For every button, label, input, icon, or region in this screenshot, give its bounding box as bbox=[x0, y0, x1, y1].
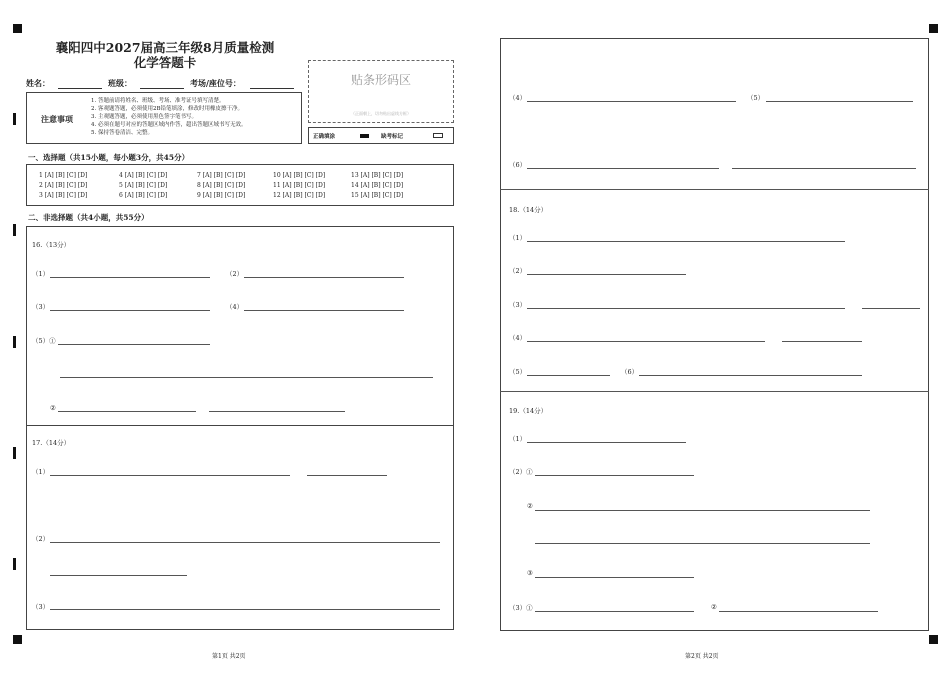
q17-part2-line[interactable] bbox=[50, 542, 440, 543]
q19-title: 19.（14分） bbox=[509, 407, 548, 415]
barcode-title: 贴条形码区 bbox=[350, 73, 411, 87]
notice-item: 4. 必须在题号对应的答题区域内作答，超出答题区域书写无效。 bbox=[91, 122, 247, 128]
q19-part3a-label: （3）① bbox=[509, 604, 533, 612]
exam-seat-label: 考场/座位号： bbox=[190, 78, 241, 88]
q16-part5-label: （5）① bbox=[32, 337, 56, 345]
notice-list bbox=[91, 97, 247, 137]
q18-title: 18.（14分） bbox=[509, 206, 548, 214]
mc-row[interactable]: 8 [A] [B] [C] [D] bbox=[197, 182, 246, 189]
q19-part2c-label: ③ bbox=[527, 569, 533, 577]
q16-part1-label: （1） bbox=[32, 270, 50, 278]
q19-part2b-line[interactable] bbox=[535, 510, 870, 511]
q16-title: 16.（13分） bbox=[32, 241, 71, 249]
class-label: 班级： bbox=[108, 78, 132, 88]
q18-part2-line[interactable] bbox=[527, 274, 686, 275]
q18-part5-label: （5） bbox=[509, 368, 527, 376]
fill-legend bbox=[308, 127, 454, 144]
mc-row[interactable]: 11 [A] [B] [C] [D] bbox=[273, 182, 326, 189]
q19-part3b-line[interactable] bbox=[719, 611, 878, 612]
notice-item: 1. 答题前请将姓名、班级、考场、准考证号填写清楚。 bbox=[91, 98, 225, 104]
page1-footer: 第1页 共2页 bbox=[212, 653, 246, 660]
q17-part4-line[interactable] bbox=[527, 101, 736, 102]
corner-mark-bottom-left bbox=[13, 635, 22, 644]
q17-part2-line[interactable] bbox=[50, 575, 187, 576]
timing-mark bbox=[13, 558, 16, 570]
q17-part1-line[interactable] bbox=[50, 475, 290, 476]
q16-part1-line[interactable] bbox=[50, 277, 210, 278]
mc-row[interactable]: 12 [A] [B] [C] [D] bbox=[273, 192, 326, 199]
section-divider bbox=[500, 391, 929, 392]
exam-subtitle: 化学答题卡 bbox=[133, 55, 197, 70]
mc-column bbox=[273, 171, 325, 201]
mc-answer-box bbox=[26, 164, 454, 206]
notice-item: 2. 客观题答题，必须使用2B铅笔填涂，修改时用橡皮擦干净。 bbox=[91, 106, 244, 112]
timing-mark bbox=[13, 447, 16, 459]
notice-label: 注意事项 bbox=[41, 114, 73, 124]
section2-title: 二、非选择题（共4小题，共55分） bbox=[28, 213, 149, 222]
q19-part2b-label: ② bbox=[527, 502, 533, 510]
q19-part1-line[interactable] bbox=[527, 442, 686, 443]
corner-mark-top-right bbox=[929, 24, 938, 33]
q16-part5b-label: ② bbox=[50, 404, 56, 412]
exam-title: 襄阳四中2027届高三年级8月质量检测 bbox=[55, 40, 275, 55]
notice-item: 5. 保持答卷清洁、完整。 bbox=[91, 130, 153, 136]
mc-column bbox=[197, 171, 245, 201]
q18-part1-label: （1） bbox=[509, 234, 527, 242]
mc-column bbox=[39, 171, 87, 201]
q18-part6-line[interactable] bbox=[639, 375, 862, 376]
q19-part2c-line[interactable] bbox=[535, 577, 694, 578]
q19-part2b-line[interactable] bbox=[535, 543, 870, 544]
notice-item: 3. 主观题答题，必须使用黑色签字笔书写。 bbox=[91, 114, 197, 120]
missing-label: 缺考标记 bbox=[381, 134, 404, 140]
mc-row[interactable]: 14 [A] [B] [C] [D] bbox=[351, 182, 404, 189]
q17-title: 17.（14分） bbox=[32, 439, 71, 447]
section-divider bbox=[500, 189, 929, 190]
q18-part5-line[interactable] bbox=[527, 375, 610, 376]
q16-part3-line[interactable] bbox=[50, 310, 210, 311]
q17-part4-label: （4） bbox=[509, 94, 527, 102]
q17-part6-line[interactable] bbox=[732, 168, 916, 169]
q16-part2-line[interactable] bbox=[244, 277, 404, 278]
barcode-note: （正面朝上，切勿贴出虚线方框） bbox=[351, 111, 411, 116]
mc-column bbox=[351, 171, 403, 201]
mc-row[interactable]: 15 [A] [B] [C] [D] bbox=[351, 192, 404, 199]
mc-row[interactable]: 10 [A] [B] [C] [D] bbox=[273, 172, 326, 179]
exam-seat-field[interactable] bbox=[250, 88, 294, 89]
mc-row[interactable]: 5 [A] [B] [C] [D] bbox=[119, 182, 168, 189]
q19-part2a-label: （2）① bbox=[509, 468, 533, 476]
timing-mark bbox=[13, 336, 16, 348]
q19-part2a-line[interactable] bbox=[535, 475, 694, 476]
correct-fill-sample bbox=[360, 134, 369, 138]
section1-title: 一、选择题（共15小题，每小题3分，共45分） bbox=[28, 153, 190, 162]
q16-part3-label: （3） bbox=[32, 303, 50, 311]
q16-part5b-line[interactable] bbox=[209, 411, 345, 412]
mc-column bbox=[119, 171, 167, 201]
notice-box bbox=[26, 92, 302, 144]
q16-part2-label: （2） bbox=[226, 270, 244, 278]
q18-part4-label: （4） bbox=[509, 334, 527, 342]
q16-part5b-line[interactable] bbox=[58, 411, 196, 412]
q19-part3a-line[interactable] bbox=[535, 611, 694, 612]
q17-part6-label: （6） bbox=[509, 161, 527, 169]
q18-part4-line[interactable] bbox=[782, 341, 862, 342]
q19-part1-label: （1） bbox=[509, 435, 527, 443]
q18-part3-line[interactable] bbox=[527, 308, 845, 309]
q17-part3-label: （3） bbox=[32, 603, 50, 611]
q18-part6-label: （6） bbox=[621, 368, 639, 376]
q18-part3-label: （3） bbox=[509, 301, 527, 309]
q17-part5-label: （5） bbox=[747, 94, 765, 102]
mc-row[interactable]: 1 [A] [B] [C] [D] bbox=[39, 172, 88, 179]
missing-checkbox[interactable] bbox=[433, 133, 443, 138]
corner-mark-bottom-right bbox=[929, 635, 938, 644]
q16-part4-label: （4） bbox=[226, 303, 244, 311]
name-label: 姓名： bbox=[26, 78, 50, 88]
mc-row[interactable]: 7 [A] [B] [C] [D] bbox=[197, 172, 246, 179]
corner-mark-top-left bbox=[13, 24, 22, 33]
class-field[interactable] bbox=[140, 88, 184, 89]
mc-row[interactable]: 13 [A] [B] [C] [D] bbox=[351, 172, 404, 179]
q17-answer-box bbox=[26, 425, 454, 630]
mc-row[interactable]: 3 [A] [B] [C] [D] bbox=[39, 192, 88, 199]
q18-part1-line[interactable] bbox=[527, 241, 845, 242]
q17-part1-line[interactable] bbox=[307, 475, 387, 476]
q18-part3-line[interactable] bbox=[862, 308, 920, 309]
page2-footer: 第2页 共2页 bbox=[685, 653, 719, 660]
barcode-area bbox=[308, 60, 454, 123]
q18-part2-label: （2） bbox=[509, 267, 527, 275]
q16-part4-line[interactable] bbox=[244, 310, 404, 311]
q16-part5-line[interactable] bbox=[60, 377, 433, 378]
q17-part6-line[interactable] bbox=[527, 168, 719, 169]
correct-fill-label: 正确填涂 bbox=[313, 134, 336, 140]
q17-part3-line[interactable] bbox=[50, 609, 440, 610]
q17-part2-label: （2） bbox=[32, 535, 50, 543]
timing-mark bbox=[13, 224, 16, 236]
q18-part4-line[interactable] bbox=[527, 341, 765, 342]
mc-row[interactable]: 9 [A] [B] [C] [D] bbox=[197, 192, 246, 199]
mc-row[interactable]: 2 [A] [B] [C] [D] bbox=[39, 182, 88, 189]
q17-part5-line[interactable] bbox=[766, 101, 913, 102]
q19-part3b-label: ② bbox=[711, 603, 717, 611]
q16-answer-box bbox=[26, 226, 454, 426]
mc-row[interactable]: 4 [A] [B] [C] [D] bbox=[119, 172, 168, 179]
q17-part1-label: （1） bbox=[32, 468, 50, 476]
timing-mark bbox=[13, 113, 16, 125]
q16-part5-line[interactable] bbox=[58, 344, 210, 345]
name-field[interactable] bbox=[58, 88, 102, 89]
mc-row[interactable]: 6 [A] [B] [C] [D] bbox=[119, 192, 168, 199]
